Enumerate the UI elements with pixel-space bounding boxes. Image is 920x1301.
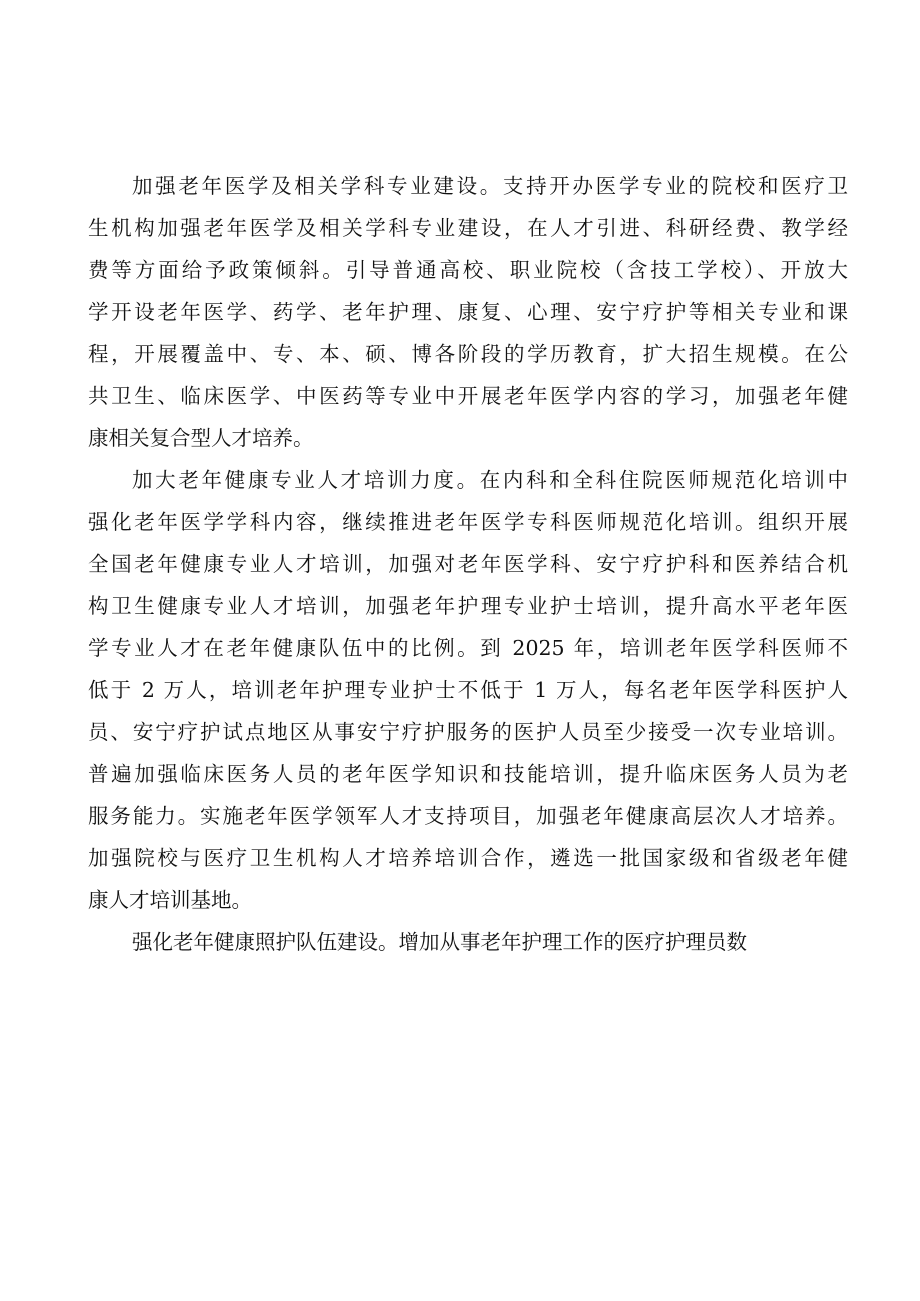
paragraph-1-line-1: 加强老年医学及相关学科专业建设。支持开办医学专业的院校和医疗卫 xyxy=(132,174,848,198)
paragraph-2-line-5: 学专业人才在老年健康队伍中的比例。到 2025 年，培训老年医学科医师不 xyxy=(88,636,848,660)
paragraph-2-line-2: 强化老年医学学科内容，继续推进老年医学专科医师规范化培训。组织开展 xyxy=(88,510,848,534)
paragraph-2-line-7: 员、安宁疗护试点地区从事安宁疗护服务的医护人员至少接受一次专业培训。 xyxy=(88,720,848,744)
paragraph-2-line-8: 普遍加强临床医务人员的老年医学知识和技能培训，提升临床医务人员为老 xyxy=(88,762,848,786)
paragraph-3-line-1: 强化老年健康照护队伍建设。增加从事老年护理工作的医疗护理员数 xyxy=(132,930,747,954)
paragraph-2-line-9: 服务能力。实施老年医学领军人才支持项目，加强老年健康高层次人才培养。 xyxy=(88,804,848,828)
paragraph-1-line-7: 康相关复合型人才培养。 xyxy=(88,426,314,450)
document-body xyxy=(88,165,848,963)
paragraph-2-line-10: 加强院校与医疗卫生机构人才培养培训合作，遴选一批国家级和省级老年健 xyxy=(88,846,848,870)
paragraph-2-line-4: 构卫生健康专业人才培训，加强老年护理专业护士培训，提升高水平老年医 xyxy=(88,594,848,618)
paragraph-1-line-6: 共卫生、临床医学、中医药等专业中开展老年医学内容的学习，加强老年健 xyxy=(88,384,848,408)
paragraph-2-line-11: 康人才培训基地。 xyxy=(88,888,252,912)
paragraph-2-line-6: 低于 2 万人，培训老年护理专业护士不低于 1 万人，每名老年医学科医护人 xyxy=(88,678,848,702)
paragraph-1-line-3: 费等方面给予政策倾斜。引导普通高校、职业院校（含技工学校）、开放大 xyxy=(88,258,848,282)
paragraph-1-line-2: 生机构加强老年医学及相关学科专业建设，在人才引进、科研经费、教学经 xyxy=(88,216,848,240)
paragraph-1-line-5: 程，开展覆盖中、专、本、硕、博各阶段的学历教育，扩大招生规模。在公 xyxy=(88,342,848,366)
paragraph-2-line-1: 加大老年健康专业人才培训力度。在内科和全科住院医师规范化培训中 xyxy=(132,468,848,492)
paragraph-1-line-4: 学开设老年医学、药学、老年护理、康复、心理、安宁疗护等相关专业和课 xyxy=(88,300,848,324)
paragraph-2-line-3: 全国老年健康专业人才培训，加强对老年医学科、安宁疗护科和医养结合机 xyxy=(88,552,848,576)
